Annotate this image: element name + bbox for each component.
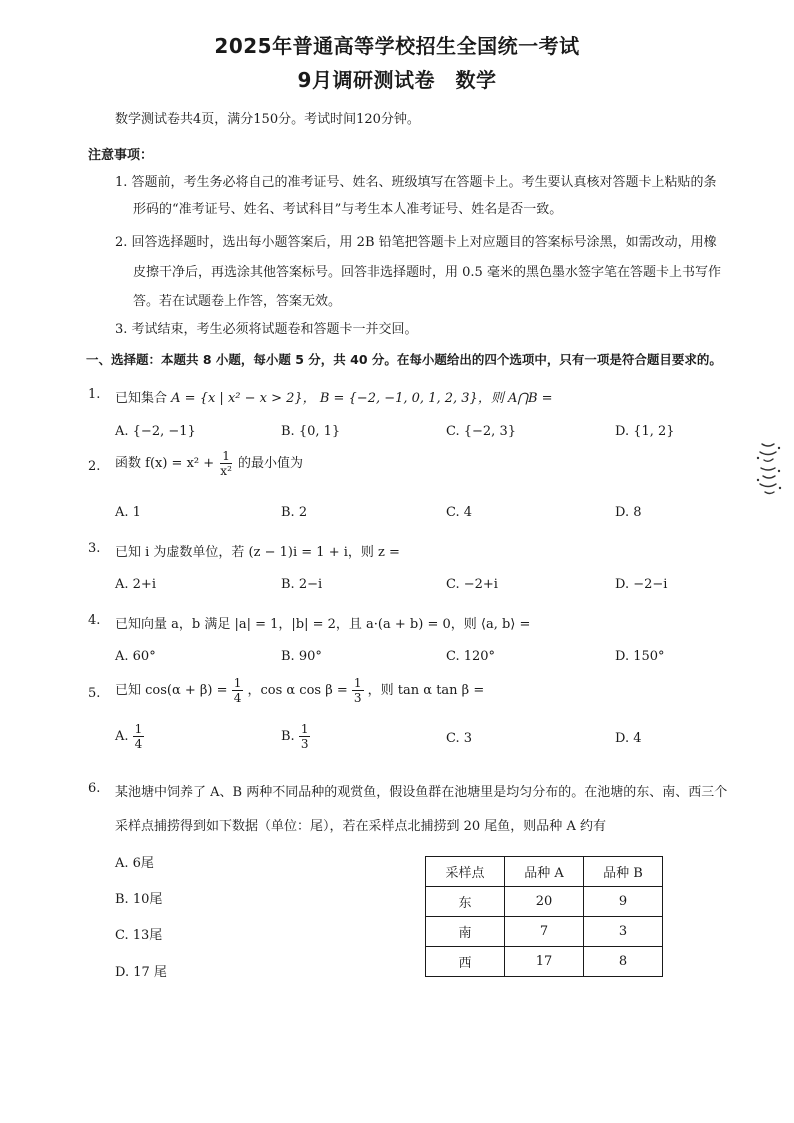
table-header-cell: 品种 B <box>584 857 663 887</box>
q1-option-a: A. {−2, −1} <box>115 424 196 439</box>
q4-number: 4. <box>88 613 101 628</box>
q5-number: 5. <box>88 686 101 701</box>
exam-intro: 数学测试卷共4页，满分150分。考试时间120分钟。 <box>115 112 420 127</box>
margin-scan-mark-icon <box>752 438 786 500</box>
notice-item-1-line-2: 形码的“准考证号、姓名、考试科目”与考生本人准考证号、姓名是否一致。 <box>133 202 563 217</box>
q3-option-d: D. −2−i <box>615 577 668 592</box>
exam-subtitle: 9月调研测试卷 数学 <box>297 68 497 92</box>
q3-stem: 已知 i 为虚数单位，若 (z − 1)i = 1 + i，则 z = <box>115 545 400 560</box>
sampling-table <box>425 856 663 977</box>
notice-item-1-line-1: 1. 答题前，考生务必将自己的准考证号、姓名、班级填写在答题卡上。考生要认真核对答题卡上粘贴的条 <box>115 175 717 190</box>
q5-option-b: B. $\frac{1}{3}$ <box>281 722 309 751</box>
q3-number: 3. <box>88 541 101 556</box>
q3-option-c: C. −2+i <box>446 577 498 592</box>
q6-option-a: A. 6尾 <box>115 856 154 871</box>
table-row <box>426 947 663 977</box>
q4-option-d: D. 150° <box>615 649 665 664</box>
q5-option-d: D. 4 <box>615 731 642 746</box>
q4-option-c: C. 120° <box>446 649 496 664</box>
q3-option-b: B. 2−i <box>281 577 323 592</box>
q4-option-a: A. 60° <box>115 649 156 664</box>
table-cell: 东 <box>426 887 505 917</box>
table-cell: 20 <box>505 887 584 917</box>
q2-number: 2. <box>88 459 101 474</box>
table-header-cell: 采样点 <box>426 857 505 887</box>
q5-option-c: C. 3 <box>446 731 473 746</box>
section-heading-choice: 一、选择题：本题共 8 小题，每小题 5 分，共 40 分。在每小题给出的四个选项中，只有一项是符合题目要求的。 <box>86 352 722 367</box>
q2-option-b: B. 2 <box>281 505 308 520</box>
q1-number: 1. <box>88 387 101 402</box>
table-row <box>426 887 663 917</box>
table-cell: 9 <box>584 887 663 917</box>
notice-item-2-line-1: 2. 回答选择题时，选出每小题答案后，用 2B 铅笔把答题卡上对应题目的答案标号涂黑，如需改动，用橡 <box>115 235 717 250</box>
q5-stem: 已知 cos(α + β) = $\frac{1}{4}$ ，cos α cos β = $\frac{1}{3}$ ，则 tan α tan β = <box>115 676 485 705</box>
q1-option-d: D. {1, 2} <box>615 424 675 439</box>
exam-title: 2025年普通高等学校招生全国统一考试 <box>214 34 580 58</box>
q1-option-c: C. {−2, 3} <box>446 424 516 439</box>
q6-stem-line-1: 某池塘中饲养了 A、B 两种不同品种的观赏鱼，假设鱼群在池塘里是均匀分布的。在池塘的东、南、西三个 <box>115 785 728 800</box>
notice-item-2-line-2: 皮擦干净后，再选涂其他答案标号。回答非选择题时，用 0.5 毫米的黑色墨水签字笔在答题卡上书写作 <box>133 265 721 280</box>
q1-stem: 已知集合 A = {x | x² − x > 2}， B = {−2, −1, 0, 1, 2, 3}，则 A⋂B = <box>115 391 553 406</box>
q6-option-d: D. 17 尾 <box>115 965 167 980</box>
table-cell: 西 <box>426 947 505 977</box>
q2-stem: 函数 f(x) = x² + $\frac{1}{\text{x²}}$ 的最小值为 <box>115 449 304 478</box>
table-cell: 7 <box>505 917 584 947</box>
table-row <box>426 917 663 947</box>
q6-number: 6. <box>88 781 101 796</box>
q6-stem-line-2: 采样点捕捞得到如下数据（单位：尾），若在采样点北捕捞到 20 尾鱼，则品种 A 约有 <box>115 819 606 834</box>
table-cell: 8 <box>584 947 663 977</box>
q5-option-a: A. $\frac{1}{4}$ <box>115 722 143 751</box>
q2-option-c: C. 4 <box>446 505 473 520</box>
table-header-row <box>426 857 663 887</box>
q3-option-a: A. 2+i <box>115 577 156 592</box>
notice-item-2-line-3: 答。若在试题卷上作答，答案无效。 <box>133 294 342 309</box>
q4-option-b: B. 90° <box>281 649 322 664</box>
table-cell: 17 <box>505 947 584 977</box>
q4-stem: 已知向量 a，b 满足 |a| = 1，|b| = 2，且 a·(a + b) = 0，则 ⟨a, b⟩ = <box>115 617 531 632</box>
q6-option-b: B. 10尾 <box>115 892 163 907</box>
q1-option-b: B. {0, 1} <box>281 424 341 439</box>
table-header-cell: 品种 A <box>505 857 584 887</box>
notice-item-3: 3. 考试结束，考生必须将试题卷和答题卡一并交回。 <box>115 322 418 337</box>
table-cell: 南 <box>426 917 505 947</box>
q6-option-c: C. 13尾 <box>115 928 163 943</box>
q2-option-d: D. 8 <box>615 505 642 520</box>
q2-option-a: A. 1 <box>115 505 141 520</box>
table-cell: 3 <box>584 917 663 947</box>
notice-heading: 注意事项： <box>88 148 154 163</box>
